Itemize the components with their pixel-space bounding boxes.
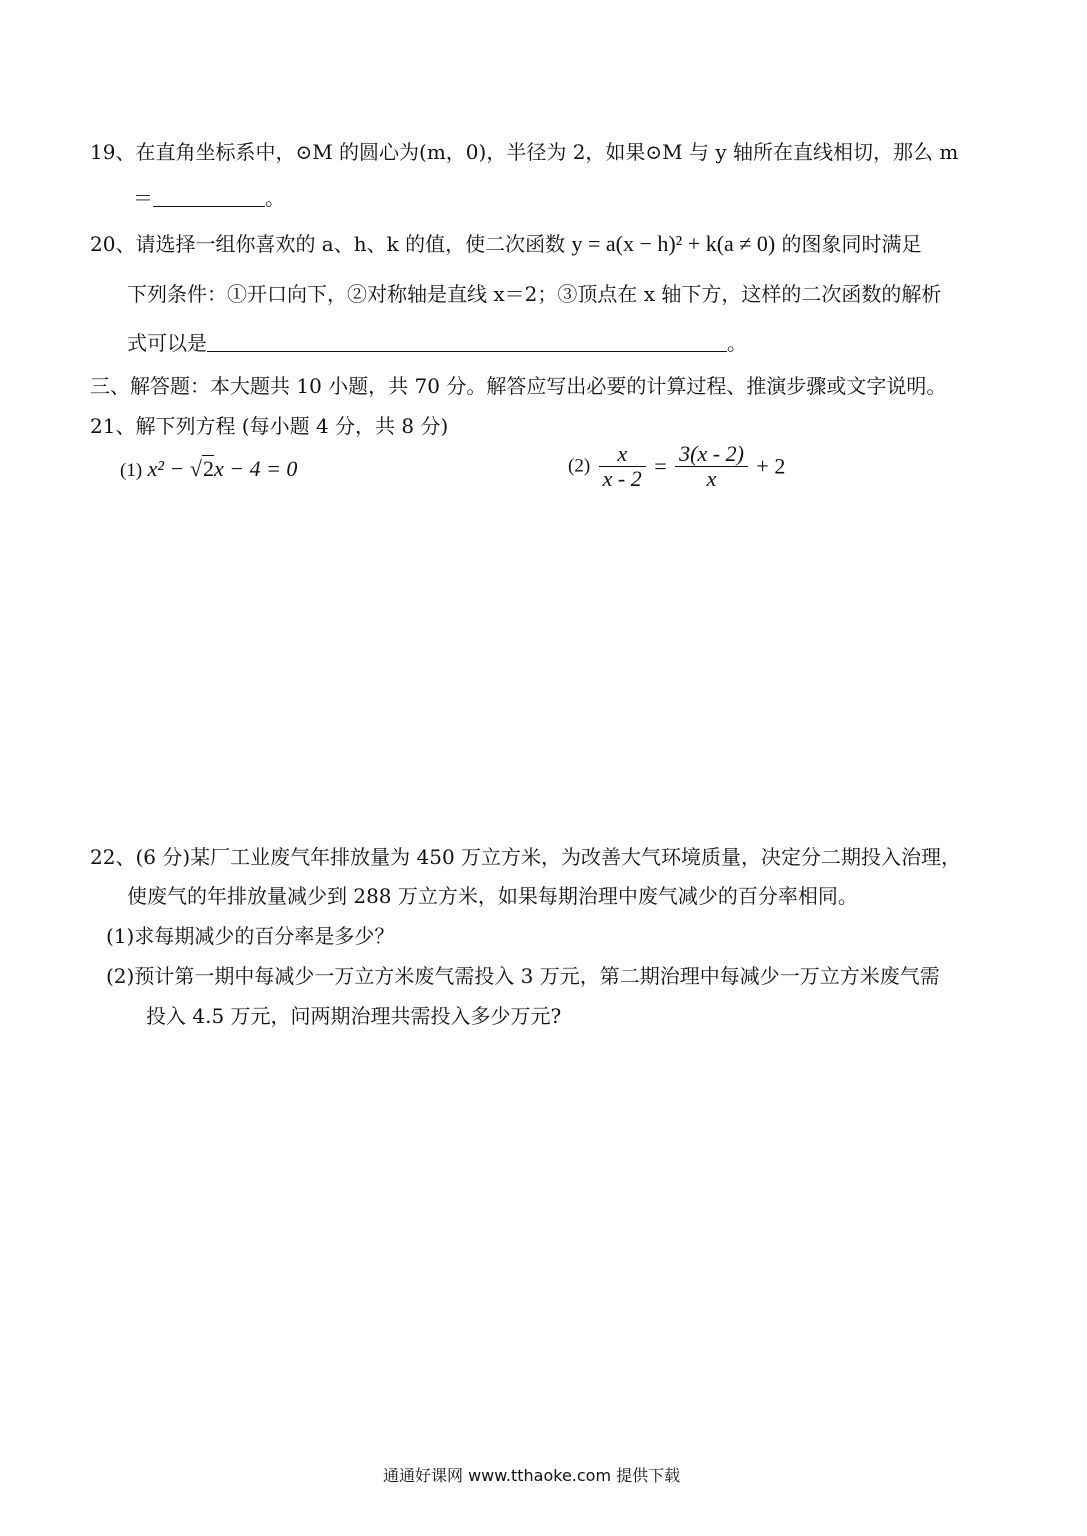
q21-part1-equation [120,455,297,485]
q20-prefix: 式可以是 [127,331,207,355]
q20-answer-blank [207,331,727,352]
q20-line3 [127,329,747,357]
q19-line2 [133,184,285,212]
q21-part2-equation [568,442,785,491]
q19-period: 。 [265,186,285,210]
q21-part1-term-b: x − 4 = 0 [213,456,298,481]
q21-part2-fraction-right [675,442,748,491]
q21-part2-equals: = [654,453,667,479]
q22-sub1: (1)求每期减少的百分率是多少？ [106,924,395,948]
q21-part2-den2: x [706,466,717,491]
q21-part1-sqrt: √2 [189,456,214,481]
q21-part2-den1: x - 2 [602,466,642,491]
q21-part2-tail: + 2 [756,453,786,479]
q20-text: 20、请选择一组你喜欢的 a、h、k 的值，使二次函数 [90,232,566,256]
q20-formula: y = a(x − h)² + k(a ≠ 0) [571,231,776,256]
q20-period: 。 [727,331,747,355]
q21-title: 21、解下列方程 (每小题 4 分，共 8 分) [90,414,449,438]
q19-answer-blank [153,186,265,207]
q20-line2: 下列条件：①开口向下，②对称轴是直线 x＝2；③顶点在 x 轴下方，这样的二次函数的解析 [127,282,942,306]
q22-line1: 22、(6 分)某厂工业废气年排放量为 450 万立方米，为改善大气环境质量，决定分二期投入治理， [90,845,962,869]
q22-line2: 使废气的年排放量减少到 288 万立方米，如果每期治理中废气减少的百分率相同。 [127,884,858,908]
q21-part2-num2: 3(x - 2) [675,442,748,467]
q21-part1-radicand: 2 [202,456,214,481]
footer-credit: 通通好课网 www.tthaoke.com 提供下载 [383,1466,681,1485]
q21-part1-label: (1) [120,460,143,481]
q19-line1: 19、在直角坐标系中，⊙M 的圆心为(m，0)，半径为 2，如果⊙M 与 y 轴所在直线相切，那么 m [90,140,959,164]
q21-part2-label: (2) [568,455,591,477]
q21-part2-num1: x [599,442,646,467]
section3-heading: 三、解答题：本大题共 10 小题，共 70 分。解答应写出必要的计算过程、推演步骤或文字说明。 [90,374,947,398]
q20-text-end: 的图象同时满足 [781,232,922,256]
q21-part1-term-a: x² − [147,456,185,481]
q21-part2-fraction-left [599,442,646,491]
q20-line1 [90,230,922,258]
q22-sub2-line1: (2)预计第一期中每减少一万立方米废气需投入 3 万元，第二期治理中每减少一万立方米废气需 [106,964,940,988]
q19-equals: ＝ [133,186,153,210]
q22-sub2-line2: 投入 4.5 万元，问两期治理共需投入多少万元? [146,1004,562,1028]
